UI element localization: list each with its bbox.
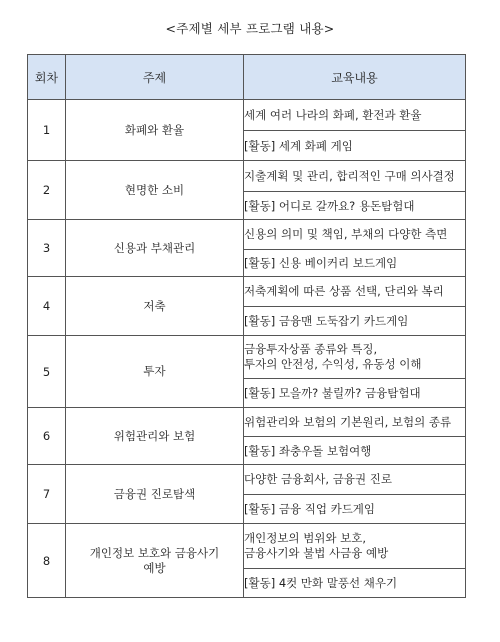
topic-line: 현명한 소비	[124, 182, 185, 197]
table-row	[28, 408, 466, 437]
content-line: 세계 여러 나라의 화폐, 환전과 환율	[244, 107, 422, 122]
content-line: 다양한 금융회사, 금융권 진로	[244, 472, 392, 486]
table-row	[28, 524, 466, 569]
session-topic	[66, 336, 244, 408]
table-row	[28, 465, 466, 495]
content-line: 지출계획 및 관리, 합리적인 구매 의사결정	[244, 168, 455, 183]
content-line: 금융사기와 불법 사금융 예방	[244, 546, 389, 560]
topic-line: 투자	[143, 364, 166, 378]
content-cell	[244, 408, 466, 437]
session-topic	[66, 161, 244, 220]
topic-line: 개인정보 보호와 금융사기	[89, 545, 220, 560]
table-row	[28, 336, 466, 379]
table-row	[28, 100, 466, 131]
session-topic	[66, 465, 244, 524]
activity-cell: [활동] 세계 화폐 게임	[244, 131, 466, 161]
topic-line: 위험관리와 보험	[113, 428, 196, 443]
activity-cell: [활동] 어디로 갈까요? 용돈탐험대	[244, 192, 466, 220]
session-topic	[66, 524, 244, 598]
table-row	[28, 161, 466, 192]
table-body	[28, 100, 466, 598]
session-topic	[66, 100, 244, 161]
table-header	[28, 55, 466, 100]
topic-line: 금융권 진로탐색	[113, 486, 196, 501]
content-line: 저축계획에 따른 상품 선택, 단리와 복리	[244, 284, 444, 298]
header-content: 교육내용	[244, 55, 466, 100]
activity-cell: [활동] 4컷 만화 말풍선 채우기	[244, 569, 466, 598]
session-number: 4	[28, 277, 66, 336]
content-cell	[244, 336, 466, 379]
session-topic	[66, 408, 244, 465]
content-cell	[244, 220, 466, 250]
content-cell	[244, 524, 466, 569]
table-row	[28, 277, 466, 307]
content-cell	[244, 465, 466, 495]
program-table	[27, 54, 466, 598]
session-number: 7	[28, 465, 66, 524]
session-number: 8	[28, 524, 66, 598]
session-number: 2	[28, 161, 66, 220]
topic-line: 저축	[143, 298, 166, 313]
session-topic	[66, 220, 244, 277]
content-line: 개인정보의 범위와 보호,	[244, 531, 367, 545]
activity-cell: [활동] 신용 베이커리 보드게임	[244, 250, 466, 277]
session-number: 5	[28, 336, 66, 408]
session-number: 6	[28, 408, 66, 465]
content-line: 위험관리와 보험의 기본원리, 보험의 종류	[244, 414, 452, 429]
header-topic: 주제	[66, 55, 244, 100]
content-line: 신용의 의미 및 책임, 부채의 다양한 측면	[244, 227, 448, 241]
page-title: <주제별 세부 프로그램 내용>	[165, 21, 335, 36]
topic-line: 신용과 부채관리	[113, 240, 196, 255]
activity-cell: [활동] 좌충우돌 보험여행	[244, 437, 466, 465]
topic-line: 예방	[143, 560, 166, 575]
content-line: 금융투자상품 종류와 특징,	[244, 342, 378, 356]
content-line: 투자의 안전성, 수익성, 유동성 이해	[244, 357, 422, 371]
header-session: 회차	[28, 55, 66, 100]
activity-cell: [활동] 금융 직업 카드게임	[244, 495, 466, 524]
content-cell	[244, 277, 466, 307]
activity-cell: [활동] 금융맨 도둑잡기 카드게임	[244, 307, 466, 336]
content-cell	[244, 100, 466, 131]
topic-line: 화폐와 환율	[124, 122, 185, 137]
table-row	[28, 220, 466, 250]
session-number: 3	[28, 220, 66, 277]
activity-cell: [활동] 모을까? 불릴까? 금융탐험대	[244, 379, 466, 408]
session-topic	[66, 277, 244, 336]
session-number: 1	[28, 100, 66, 161]
content-cell	[244, 161, 466, 192]
